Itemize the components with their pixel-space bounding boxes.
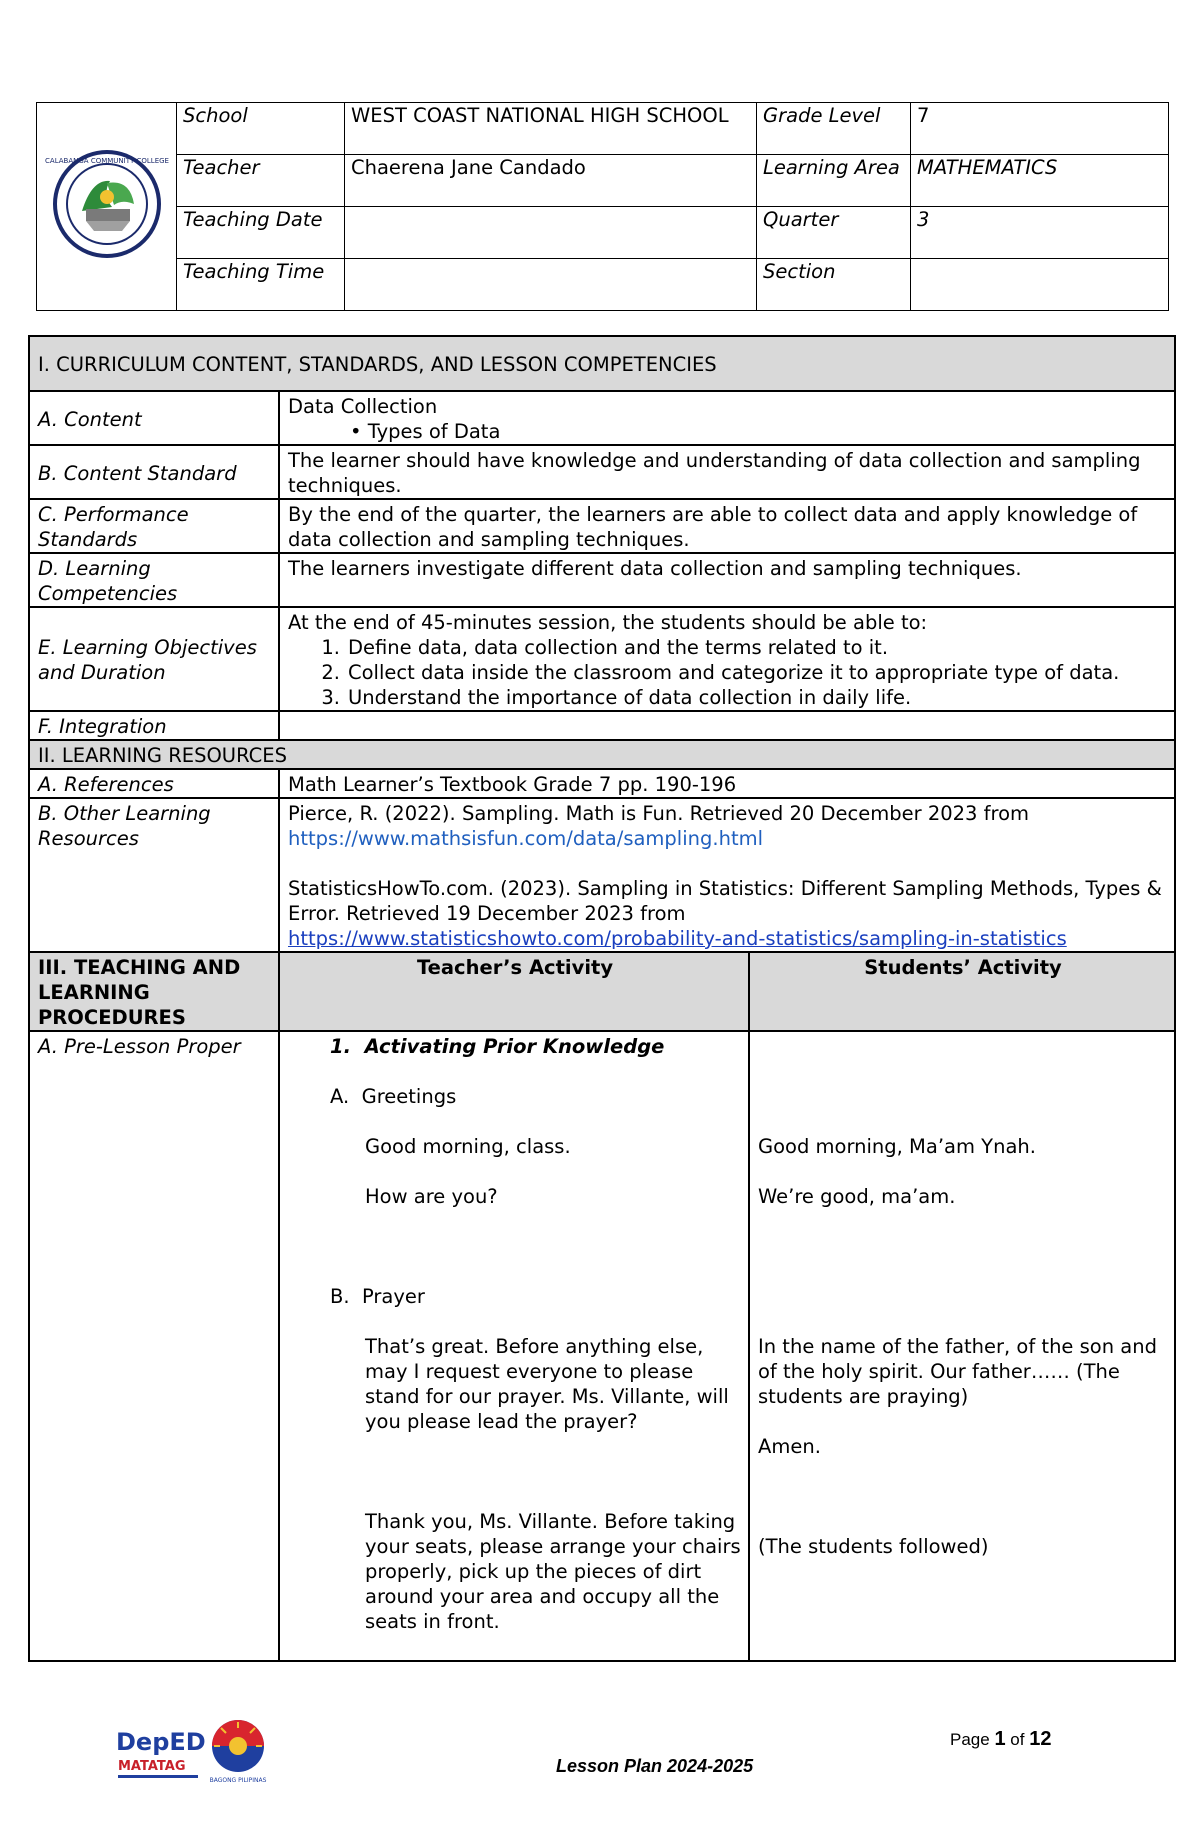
lesson-plan-footer: Lesson Plan 2024-2025 [556,1756,754,1776]
prayer-thanks: Thank you, Ms. Villante. Before taking your seats, please arrange your chairs properly, pick up the pieces of dirt around your area and occupy all the seats in front. [365,1510,741,1633]
reference-1: Pierce, R. (2022). Sampling. Math is Fun. Retrieved 20 December 2023 from [288,802,1030,825]
references-value: Math Learner’s Textbook Grade 7 pp. 190-196 [279,769,1175,798]
learning-objectives-value [279,607,1175,711]
section-2-title: II. LEARNING RESOURCES [29,740,1175,769]
objectives-intro: At the end of 45-minutes session, the students should be able to: [288,611,928,634]
content-label [29,391,279,445]
seal-text: CALABANGA COMMUNITY COLLEGE [44,156,169,165]
content-standard-value: The learner should have knowledge and understanding of data collection and sampling techniques. [279,445,1175,499]
learning-competencies-label: D. Learning Competencies [29,553,279,607]
reference-1-link[interactable]: https://www.mathsisfun.com/data/sampling.html [288,827,763,850]
objective-item: 3. Understand the importance of data collection in daily life. [321,686,912,709]
teaching-date-label: Teaching Date [177,207,345,259]
references-label: A. References [29,769,279,798]
integration-label: F. Integration [29,711,279,740]
student-prayer: In the name of the father, of the son and of the holy spirit. Our father…… (The students are praying) [758,1335,1157,1408]
page-number: Page 1 of 12 [950,1728,1052,1750]
objective-item: 2. Collect data inside the classroom and categorize it to appropriate type of data. [321,661,1120,684]
svg-text:BAGONG PILIPINAS: BAGONG PILIPINAS [209,1777,267,1784]
greeting-line-1: Good morning, class. [365,1135,571,1158]
content-main: Data Collection [288,395,438,418]
section-value [911,259,1169,311]
bagong-pilipinas-icon [206,1718,270,1786]
content-label-text: A. Content [38,407,142,431]
deped-logo-icon [116,1720,206,1784]
student-amen: Amen. [758,1435,821,1458]
grade-label: Grade Level [757,103,911,155]
teacher-activity-column [279,1031,749,1661]
performance-standards-value: By the end of the quarter, the learners are able to collect data and apply knowledge of data collection and sampling techniques. [279,499,1175,553]
learning-area-label: Learning Area [757,155,911,207]
objective-item: 1. Define data, data collection and the terms related to it. [321,636,889,659]
teacher-value: Chaerena Jane Candado [345,155,757,207]
deped-matatag-logo [116,1720,206,1784]
section-3-title: III. TEACHING AND LEARNING PROCEDURES [29,952,279,1031]
section-label: Section [757,259,911,311]
content-value [279,391,1175,445]
teacher-label: Teacher [177,155,345,207]
content-standard-label: B. Content Standard [29,445,279,499]
student-greeting-reply: Good morning, Ma’am Ynah. [758,1135,1036,1158]
teaching-time-label: Teaching Time [177,259,345,311]
other-resources-value [279,798,1175,952]
other-resources-label: B. Other Learning Resources [29,798,279,952]
school-value: WEST COAST NATIONAL HIGH SCHOOL [345,103,757,155]
reference-2: StatisticsHowTo.com. (2023). Sampling in Statistics: Different Sampling Methods, Types & Error. Retrieved 19 December 2023 from [288,877,1162,925]
reference-2-link[interactable]: https://www.statisticshowto.com/probability-and-statistics/sampling-in-statistics [288,927,1067,950]
learning-area-value: MATHEMATICS [911,155,1169,207]
prayer-heading: B. Prayer [330,1285,425,1308]
section-1-title: I. CURRICULUM CONTENT, STANDARDS, AND LESSON COMPETENCIES [29,336,1175,391]
prayer-request: That’s great. Before anything else, may I request everyone to please stand for our prayer. Ms. Villante, will you please lead the prayer? [365,1335,729,1433]
pre-lesson-label: A. Pre-Lesson Proper [29,1031,279,1661]
greeting-line-2: How are you? [365,1185,498,1208]
svg-text:MATATAG: MATATAG [118,1759,186,1774]
performance-standards-label: C. Performance Standards [29,499,279,553]
students-activity-header: Students’ Activity [749,952,1175,1031]
quarter-value: 3 [911,207,1169,259]
student-how-reply: We’re good, ma’am. [758,1185,956,1208]
grade-value: 7 [911,103,1169,155]
teaching-date-value [345,207,757,259]
svg-text:DepED: DepED [116,1728,206,1756]
content-bullet: • Types of Data [350,420,501,443]
bagong-pilipinas-logo [206,1718,270,1786]
learning-objectives-label: E. Learning Objectives and Duration [29,607,279,711]
objectives-list [288,635,1168,710]
learning-competencies-value: The learners investigate different data collection and sampling techniques. [279,553,1175,607]
header-info-table [36,102,1169,311]
students-activity-column [749,1031,1175,1661]
teacher-activity-header: Teacher’s Activity [279,952,749,1031]
student-followed: (The students followed) [758,1535,989,1558]
school-label: School [177,103,345,155]
integration-value [279,711,1175,740]
greetings-heading: A. Greetings [330,1085,457,1108]
quarter-label: Quarter [757,207,911,259]
teaching-time-value [345,259,757,311]
lesson-table [28,335,1176,1662]
step-activating-prior-knowledge: 1. Activating Prior Knowledge [330,1035,665,1058]
college-seal-icon [44,149,169,259]
school-logo-cell [37,103,177,311]
